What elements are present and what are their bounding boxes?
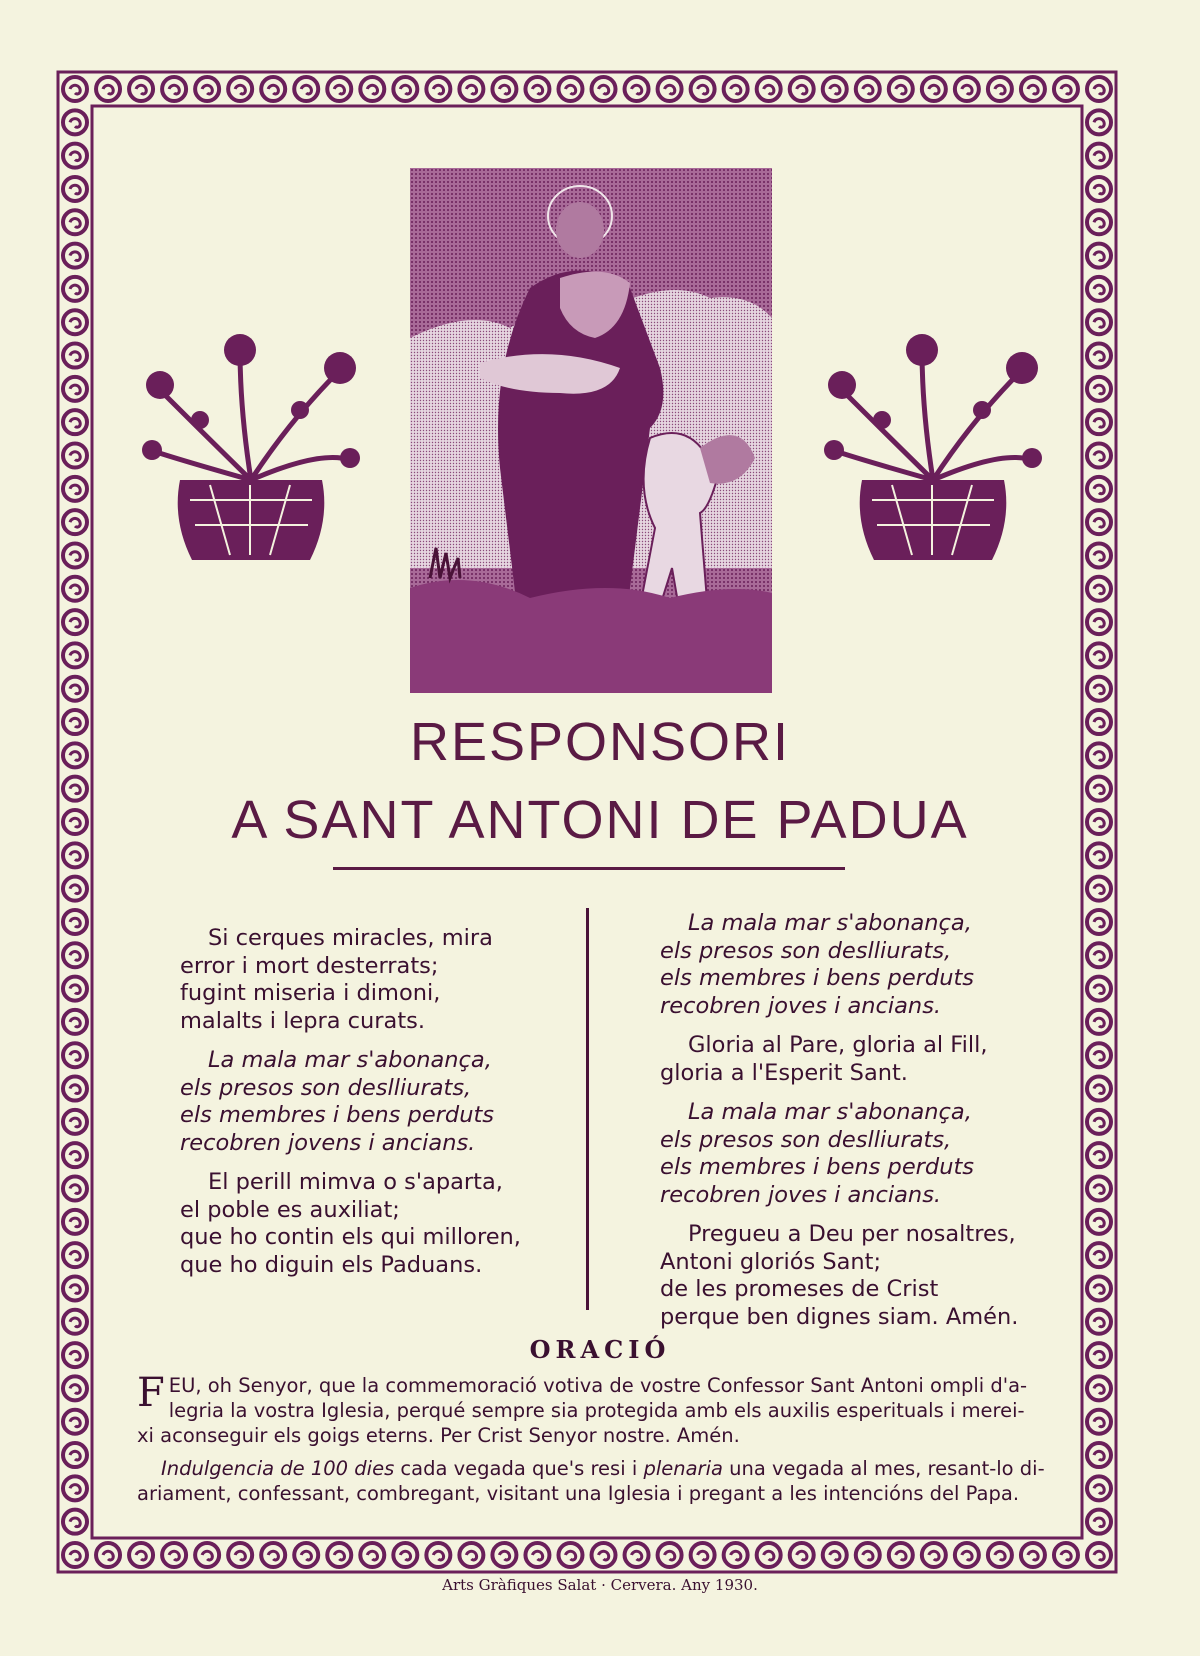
indulgence-text-4: una vegada al mes, resant-lo di-: [722, 1457, 1045, 1480]
left-stanza-3: [180, 1169, 570, 1279]
indulgence-line-1: [137, 1456, 1052, 1481]
flower-basket-right-ornament: [822, 330, 1044, 570]
right-stanza-2: [660, 1032, 1080, 1087]
saint-anthony-illustration: [410, 168, 772, 693]
verse-line: Pregueu a Deu per nosaltres,: [688, 1221, 1016, 1247]
indulgence-text: [137, 1456, 1052, 1506]
verse-line: La mala mar s'abonança,: [688, 1099, 972, 1125]
column-divider: [586, 908, 589, 1310]
right-column: [660, 910, 1080, 1343]
oracio-heading: ORACIÓ: [529, 1335, 671, 1364]
verse-line: perque ben dignes siam. Amén.: [660, 1303, 1019, 1330]
verse-line: recobren jovens i ancians.: [180, 1129, 476, 1156]
verse-line: els membres i bens perduts: [180, 1102, 495, 1128]
verse-line: La mala mar s'abonança,: [688, 910, 972, 936]
verse-line: error i mort desterrats;: [180, 952, 439, 979]
verse-line: gloria a l'Esperit Sant.: [660, 1059, 908, 1086]
verse-line: El perill mimva o s'aparta,: [208, 1169, 503, 1195]
dropcap-letter: F: [137, 1370, 165, 1416]
indulgence-italic-2: plenaria: [643, 1457, 723, 1480]
verse-line: recobren joves i ancians.: [660, 1181, 942, 1208]
title-underline: [333, 867, 845, 870]
verse-line: els membres i bens perduts: [660, 1154, 975, 1180]
verse-line: els membres i bens perduts: [660, 965, 975, 991]
verse-line: que ho contin els qui milloren,: [180, 1224, 521, 1250]
verse-line: Gloria al Pare, gloria al Fill,: [688, 1032, 988, 1058]
verse-line: els presos son deslliurats,: [660, 1126, 952, 1153]
verse-line: Si cerques miracles, mira: [208, 925, 493, 951]
verse-line: malalts i lepra curats.: [180, 1007, 426, 1034]
verse-line: els presos son deslliurats,: [180, 1074, 472, 1101]
indulgence-line-2: ariament, confessant, combregant, visitant una Iglesia i pregant a les intencións del Papa.: [137, 1482, 1020, 1505]
verse-line: de les promeses de Crist: [660, 1276, 939, 1302]
left-column: [180, 925, 570, 1291]
oracio-line: legria la vostra Iglesia, perqué sempre sia protegida amb els auxilis esperituals i merei-: [168, 1399, 1025, 1422]
title-line-2: A SANT ANTONI DE PADUA: [231, 790, 969, 850]
left-stanza-2: [180, 1047, 570, 1157]
indulgence-text-2: cada vegada que's resi i: [394, 1457, 644, 1480]
flower-basket-left-ornament: [140, 330, 362, 570]
indulgence-italic-1: Indulgencia de 100 dies: [161, 1457, 395, 1480]
oracio-line: EU, oh Senyor, que la commemoració votiva de vostre Confessor Sant Antoni ompli d'a-: [168, 1374, 1028, 1397]
verse-line: fugint miseria i dimoni,: [180, 980, 441, 1006]
right-stanza-4: [660, 1221, 1080, 1331]
verse-line: el poble es auxiliat;: [180, 1196, 400, 1223]
verse-line: que ho diguin els Paduans.: [180, 1251, 483, 1278]
verse-line: recobren joves i ancians.: [660, 992, 942, 1019]
verse-line: La mala mar s'abonança,: [208, 1047, 492, 1073]
oracio-text: [137, 1370, 1052, 1448]
left-stanza-1: [180, 925, 570, 1035]
printer-imprint: Arts Gràfiques Salat · Cervera. Any 1930.: [442, 1576, 758, 1594]
right-stanza-1: [660, 910, 1080, 1020]
verse-line: els presos son deslliurats,: [660, 937, 952, 964]
right-stanza-3: [660, 1099, 1080, 1209]
verse-line: Antoni gloriós Sant;: [660, 1248, 882, 1275]
oracio-line: xi aconseguir els goigs eterns. Per Crist Senyor nostre. Amén.: [137, 1424, 740, 1447]
title-line-1: RESPONSORI: [409, 712, 791, 772]
